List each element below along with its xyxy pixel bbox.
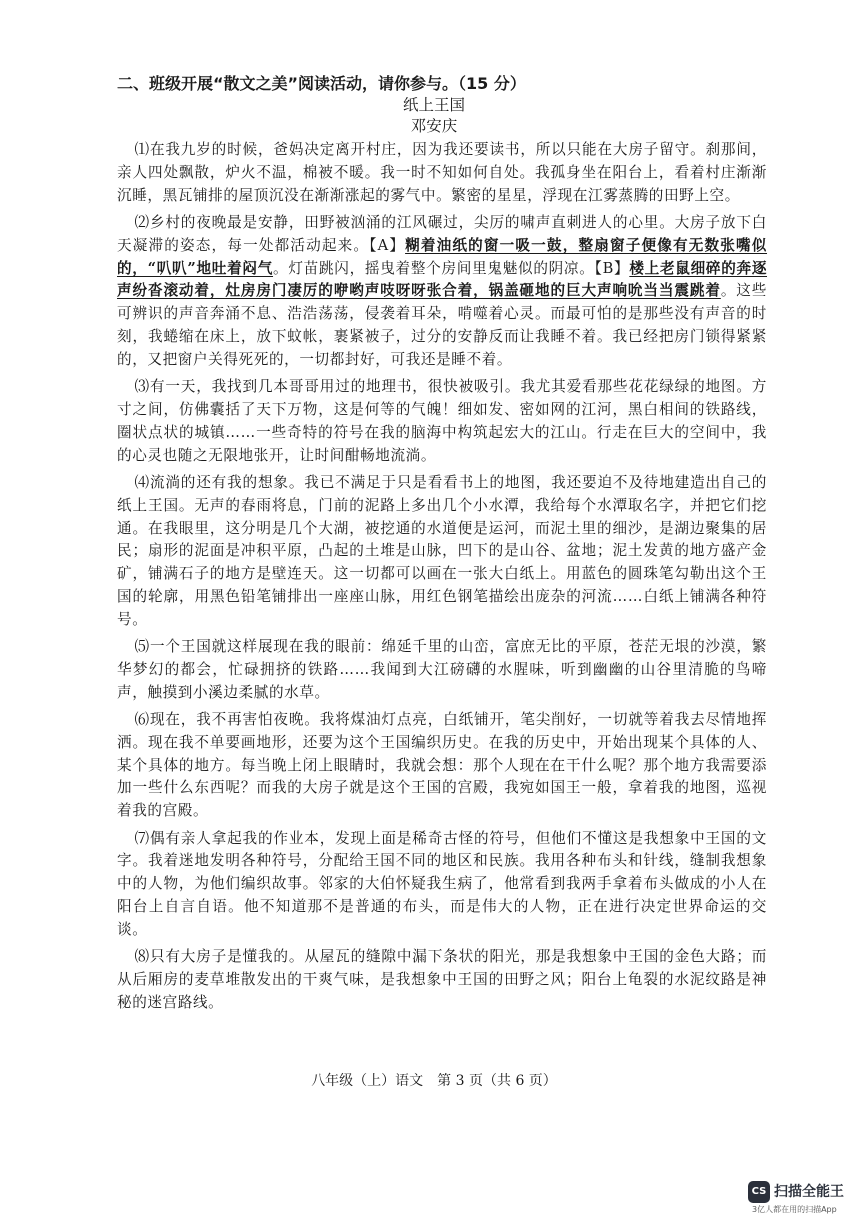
paragraph-8 — [117, 946, 767, 1014]
paragraph-text: 。灯苗跳闪，摇曳着整个房间里鬼魅似的阴凉。【B】 — [273, 259, 630, 277]
paragraph-7 — [117, 828, 767, 942]
section-heading: 二、班级开展“散文之美”阅读活动，请你参与。（15 分） — [117, 74, 526, 93]
paragraph-5 — [117, 636, 767, 704]
article-author: 邓安庆 — [410, 117, 458, 135]
paragraph-text: ⑸一个王国就这样展现在我的眼前：绵延千里的山峦，富庶无比的平原，苍茫无垠的沙漠，繁华梦幻的都会，忙碌拥挤的铁路……我闻到大江磅礴的水腥味，听到幽幽的山谷里清脆的鸟啼声，触摸到小溪边柔腻的水草。 — [117, 638, 767, 701]
paragraph-1 — [117, 139, 767, 207]
paragraph-3 — [117, 376, 767, 467]
page-footer: 八年级（上）语文 第 3 页（共 6 页） — [311, 1073, 557, 1089]
paragraph-text: ⑵乡村的夜晚最是安静，田野被汹涌的江风碾过，尖厉的啸声直刺进人的心里。大房子放下白天凝滞的姿态，每一处都活动起来。【A】 — [117, 213, 767, 254]
paragraph-text: 。这些可辨识的声音奔涌不息、浩浩荡荡，侵袭着耳朵，啃噬着心灵。而最可怕的是那些没有声音的时刻，我蜷缩在床上，放下蚊帐，裹紧被子，过分的安静反而让我睡不着。我已经把房门锁得紧紧的，又把窗户关得死死的，一切都封好，可我还是睡不着。 — [117, 282, 767, 368]
paragraph-2 — [117, 212, 767, 372]
paragraph-text: ⑷流淌的还有我的想象。我已不满足于只是看看书上的地图，我还要迫不及待地建造出自己的纸上王国。无声的春雨将息，门前的泥路上多出几个小水潭，我给每个水潭取名字，并把它们挖通。在我眼里，这分明是几个大湖，被挖通的水道便是运河，而泥土里的细沙，是湖边聚集的居民；扇形的泥面是冲积平原，凸起的土堆是山脉，凹下的是山谷、盆地；泥土发黄的地方盛产金矿，铺满石子的地方是壁连天。这一切都可以画在一张大白纸上。用蓝色的圆珠笔勾勒出这个王国的轮廓，用黑色铅笔铺排出一座座山脉，用红色钢笔描绘出庞杂的河流……白纸上铺满各种符号。 — [117, 473, 767, 628]
underlined-sentence-a: 糊着油纸的窗一吸一鼓，整扇窗子便像有无数张嘴似的，“叭叭”地吐着闷气 — [117, 236, 768, 277]
watermark-tagline: 3亿人都在用的扫描App — [752, 1205, 837, 1214]
scanner-watermark — [748, 1177, 860, 1221]
paragraph-4 — [117, 472, 767, 632]
article-body — [117, 139, 767, 1019]
article-title: 纸上王国 — [402, 96, 465, 114]
paragraph-text: ⑴在我九岁的时候，爸妈决定离开村庄，因为我还要读书，所以只能在大房子留守。刹那间，亲人四处飘散，炉火不温，棉被不暖。我一时不知如何自处。我孤身坐在阳台上，看着村庄渐渐沉睡，黑瓦铺排的屋顶沉没在渐渐涨起的雾气中。繁密的星星，浮现在江雾蒸腾的田野上空。 — [117, 141, 767, 204]
paragraph-text: ⑺偶有亲人拿起我的作业本，发现上面是稀奇古怪的符号，但他们不懂这是我想象中王国的文字。我着迷地发明各种符号，分配给王国不同的地区和民族。我用各种布头和针线，缝制我想象中的人物，为他们编织故事。邻家的大伯怀疑我生病了，他常看到我两手拿着布头做成的小人在阳台上自言自语。他不知道那不是普通的布头，而是伟大的人物，正在进行决定世界命运的交谈。 — [117, 829, 767, 938]
paragraph-6 — [117, 709, 767, 823]
underlined-sentence-b: 楼上老鼠细碎的奔逐声纷沓滚动着，灶房房门凄厉的咿哟声吱呀呀张合着，锅盖砸地的巨大声响吮当当震跳着 — [117, 259, 768, 300]
scanner-logo-icon: CS — [748, 1181, 770, 1203]
watermark-name: 扫描全能王 — [774, 1184, 844, 1200]
paragraph-text: ⑹现在，我不再害怕夜晚。我将煤油灯点亮，白纸铺开，笔尖削好，一切就等着我去尽情地挥洒。现在我不单要画地形，还要为这个王国编织历史。在我的历史中，开始出现某个具体的人、某个具体的地方。每当晚上闭上眼睛时，我就会想：那个人现在在干什么呢？那个地方我需要添加一些什么东西呢？而我的大房子就是这个王国的宫殿，我宛如国王一般，拿着我的地图，巡视着我的宫殿。 — [117, 711, 767, 820]
paragraph-text: ⑻只有大房子是懂我的。从屋瓦的缝隙中漏下条状的阳光，那是我想象中王国的金色大路；而从后厢房的麦草堆散发出的干爽气味，是我想象中王国的田野之风；阳台上龟裂的水泥纹路是神秘的迷宫路线。 — [117, 948, 767, 1011]
paragraph-text: ⑶有一天，我找到几本哥哥用过的地理书，很快被吸引。我尤其爱看那些花花绿绿的地图。方寸之间，仿佛囊括了天下万物，这是何等的气魄！细如发、密如网的江河，黑白相间的铁路线，圈状点状的城镇……一些奇特的符号在我的脑海中构筑起宏大的江山。行走在巨大的空间中，我的心灵也随之无限地张开，让时间酣畅地流淌。 — [117, 378, 767, 464]
